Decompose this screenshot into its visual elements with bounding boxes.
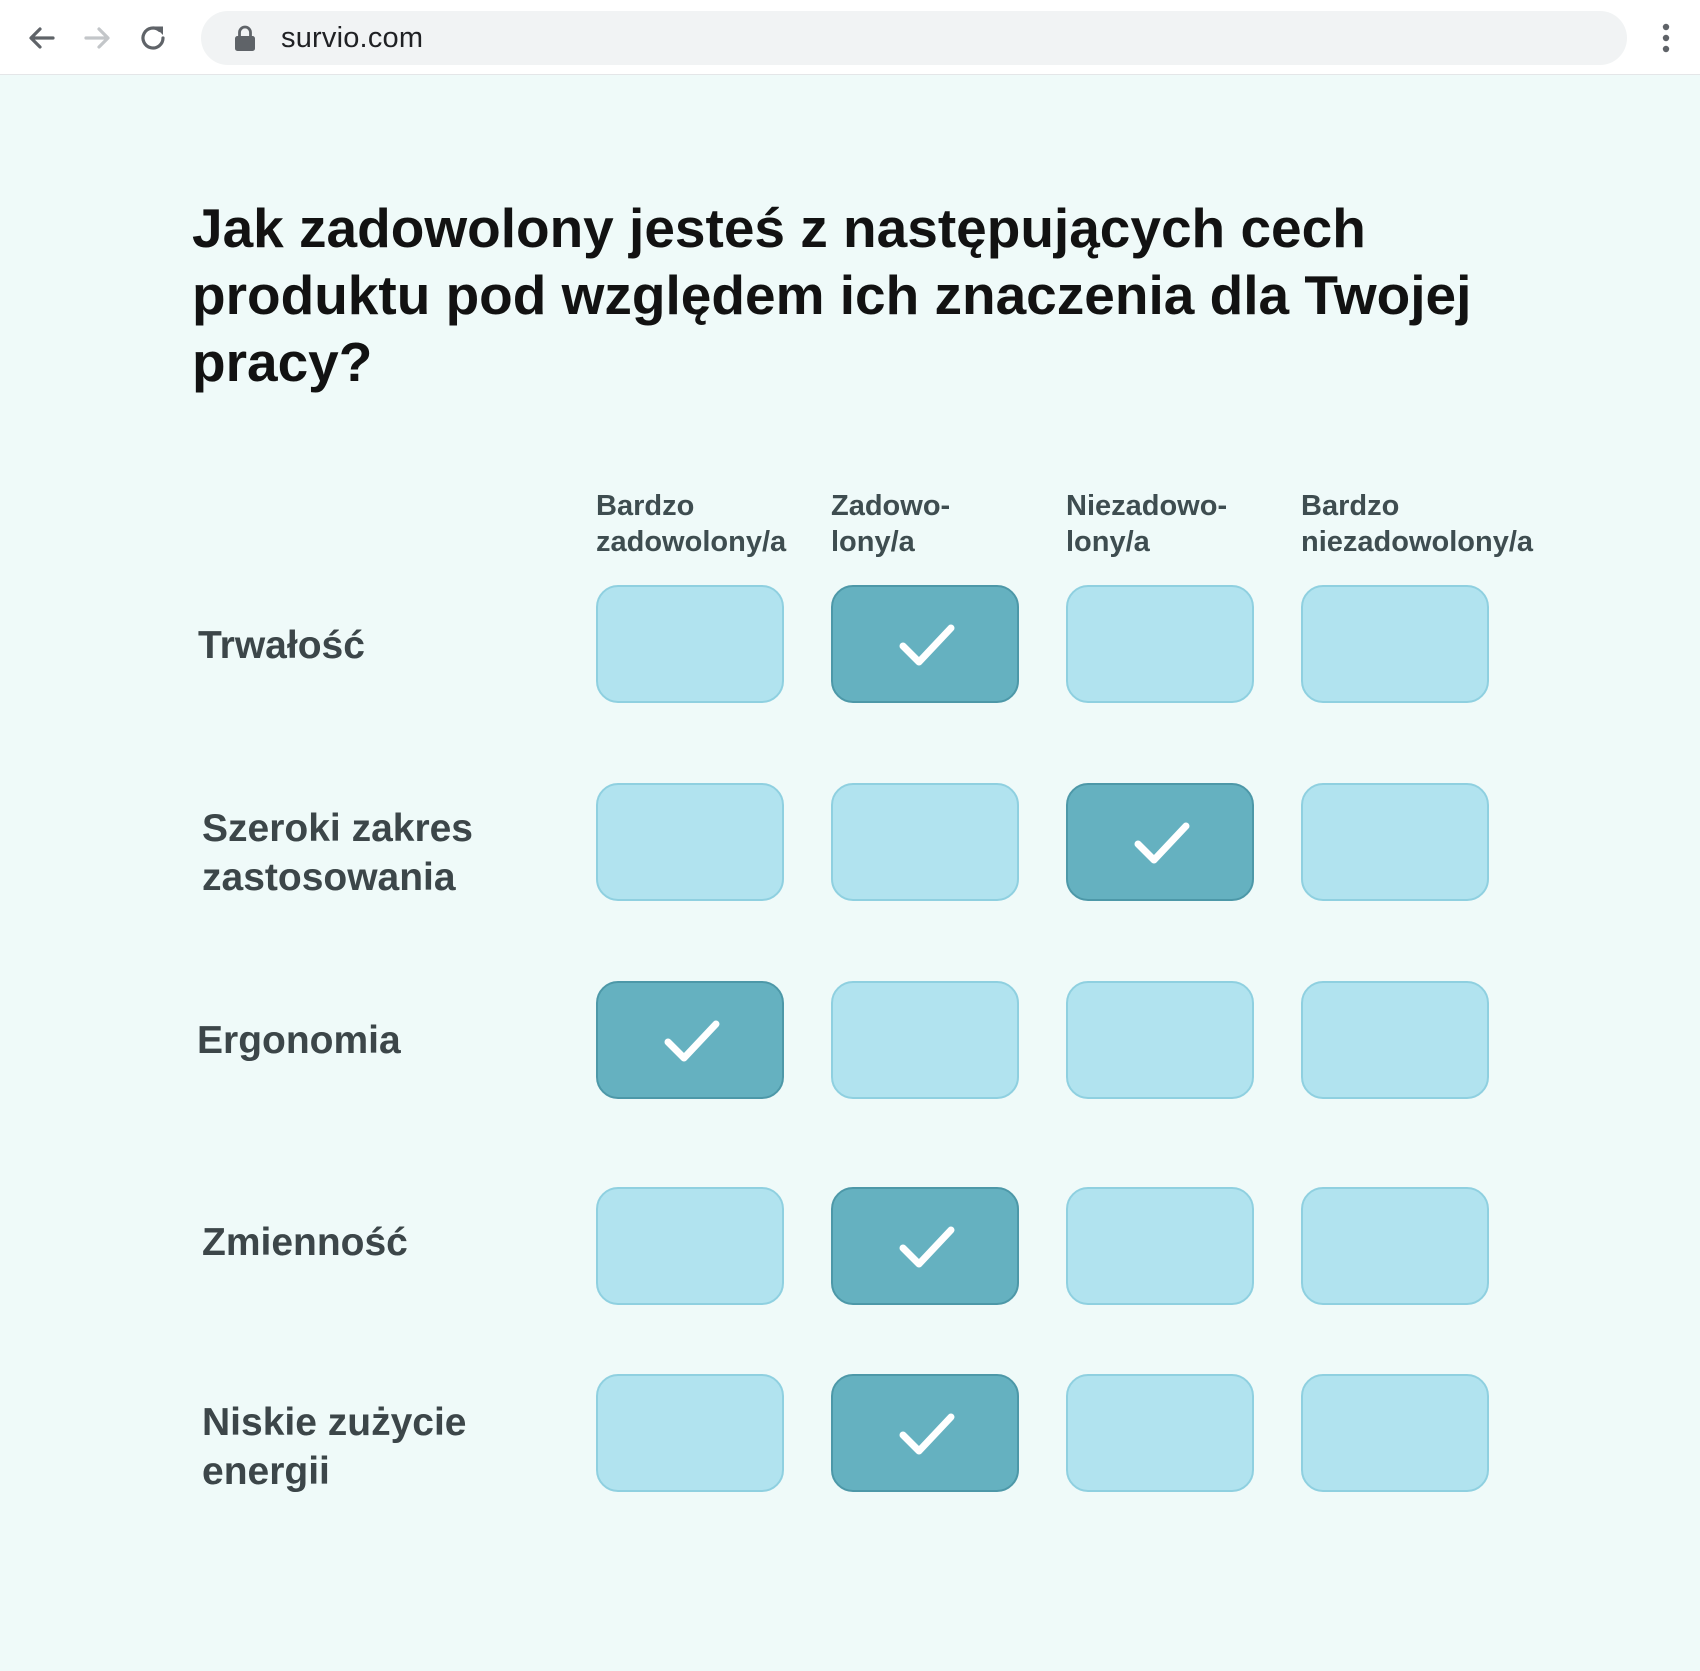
arrow-left-icon: [25, 21, 59, 55]
row-label: Szeroki zakres zastosowania: [202, 807, 474, 899]
reload-button[interactable]: [131, 16, 175, 60]
survey-page: [0, 75, 1700, 1671]
column-header-satisfied: Zadowo- lony/a: [831, 490, 951, 558]
checkmark-icon: [897, 1409, 957, 1461]
arrow-right-icon: [80, 21, 114, 55]
option-satisfied-selected[interactable]: [831, 585, 1019, 703]
forward-button[interactable]: [75, 16, 119, 60]
option-very-dissatisfied[interactable]: [1301, 981, 1489, 1099]
checkmark-icon: [1132, 818, 1192, 870]
option-very-dissatisfied[interactable]: [1301, 585, 1489, 703]
option-dissatisfied[interactable]: [1066, 585, 1254, 703]
url-text: survio.com: [281, 22, 424, 54]
option-satisfied[interactable]: [831, 783, 1019, 901]
browser-toolbar: [0, 0, 1700, 75]
lock-icon: [233, 24, 257, 52]
option-dissatisfied[interactable]: [1066, 1187, 1254, 1305]
question-title: Jak zadowolony jesteś z następujących cech produktu pod względem ich znaczenia dla Twojej pracy?: [192, 197, 1472, 393]
option-satisfied[interactable]: [831, 981, 1019, 1099]
column-header-very-satisfied: Bardzo zadowolony/a: [596, 490, 787, 558]
row-label: Trwałość: [198, 624, 365, 667]
checkmark-icon: [662, 1016, 722, 1068]
back-button[interactable]: [20, 16, 64, 60]
option-dissatisfied[interactable]: [1066, 981, 1254, 1099]
option-very-satisfied-selected[interactable]: [596, 981, 784, 1099]
checkmark-icon: [897, 1222, 957, 1274]
option-very-satisfied[interactable]: [596, 1187, 784, 1305]
option-very-dissatisfied[interactable]: [1301, 1374, 1489, 1492]
option-satisfied-selected[interactable]: [831, 1187, 1019, 1305]
option-very-dissatisfied[interactable]: [1301, 1187, 1489, 1305]
row-label: Niskie zużycie energii: [202, 1401, 467, 1493]
address-bar[interactable]: [201, 11, 1627, 65]
option-very-satisfied[interactable]: [596, 1374, 784, 1492]
option-very-dissatisfied[interactable]: [1301, 783, 1489, 901]
option-satisfied-selected[interactable]: [831, 1374, 1019, 1492]
more-vertical-icon: [1661, 21, 1671, 55]
column-header-dissatisfied: Niezadowo- lony/a: [1066, 490, 1228, 558]
option-very-satisfied[interactable]: [596, 585, 784, 703]
browser-menu-button[interactable]: [1646, 16, 1686, 60]
option-dissatisfied-selected[interactable]: [1066, 783, 1254, 901]
row-label: Zmienność: [202, 1221, 408, 1264]
option-dissatisfied[interactable]: [1066, 1374, 1254, 1492]
row-label: Ergonomia: [197, 1019, 401, 1062]
reload-icon: [136, 21, 170, 55]
option-very-satisfied[interactable]: [596, 783, 784, 901]
checkmark-icon: [897, 620, 957, 672]
column-header-very-dissatisfied: Bardzo niezadowolony/a: [1301, 490, 1534, 558]
